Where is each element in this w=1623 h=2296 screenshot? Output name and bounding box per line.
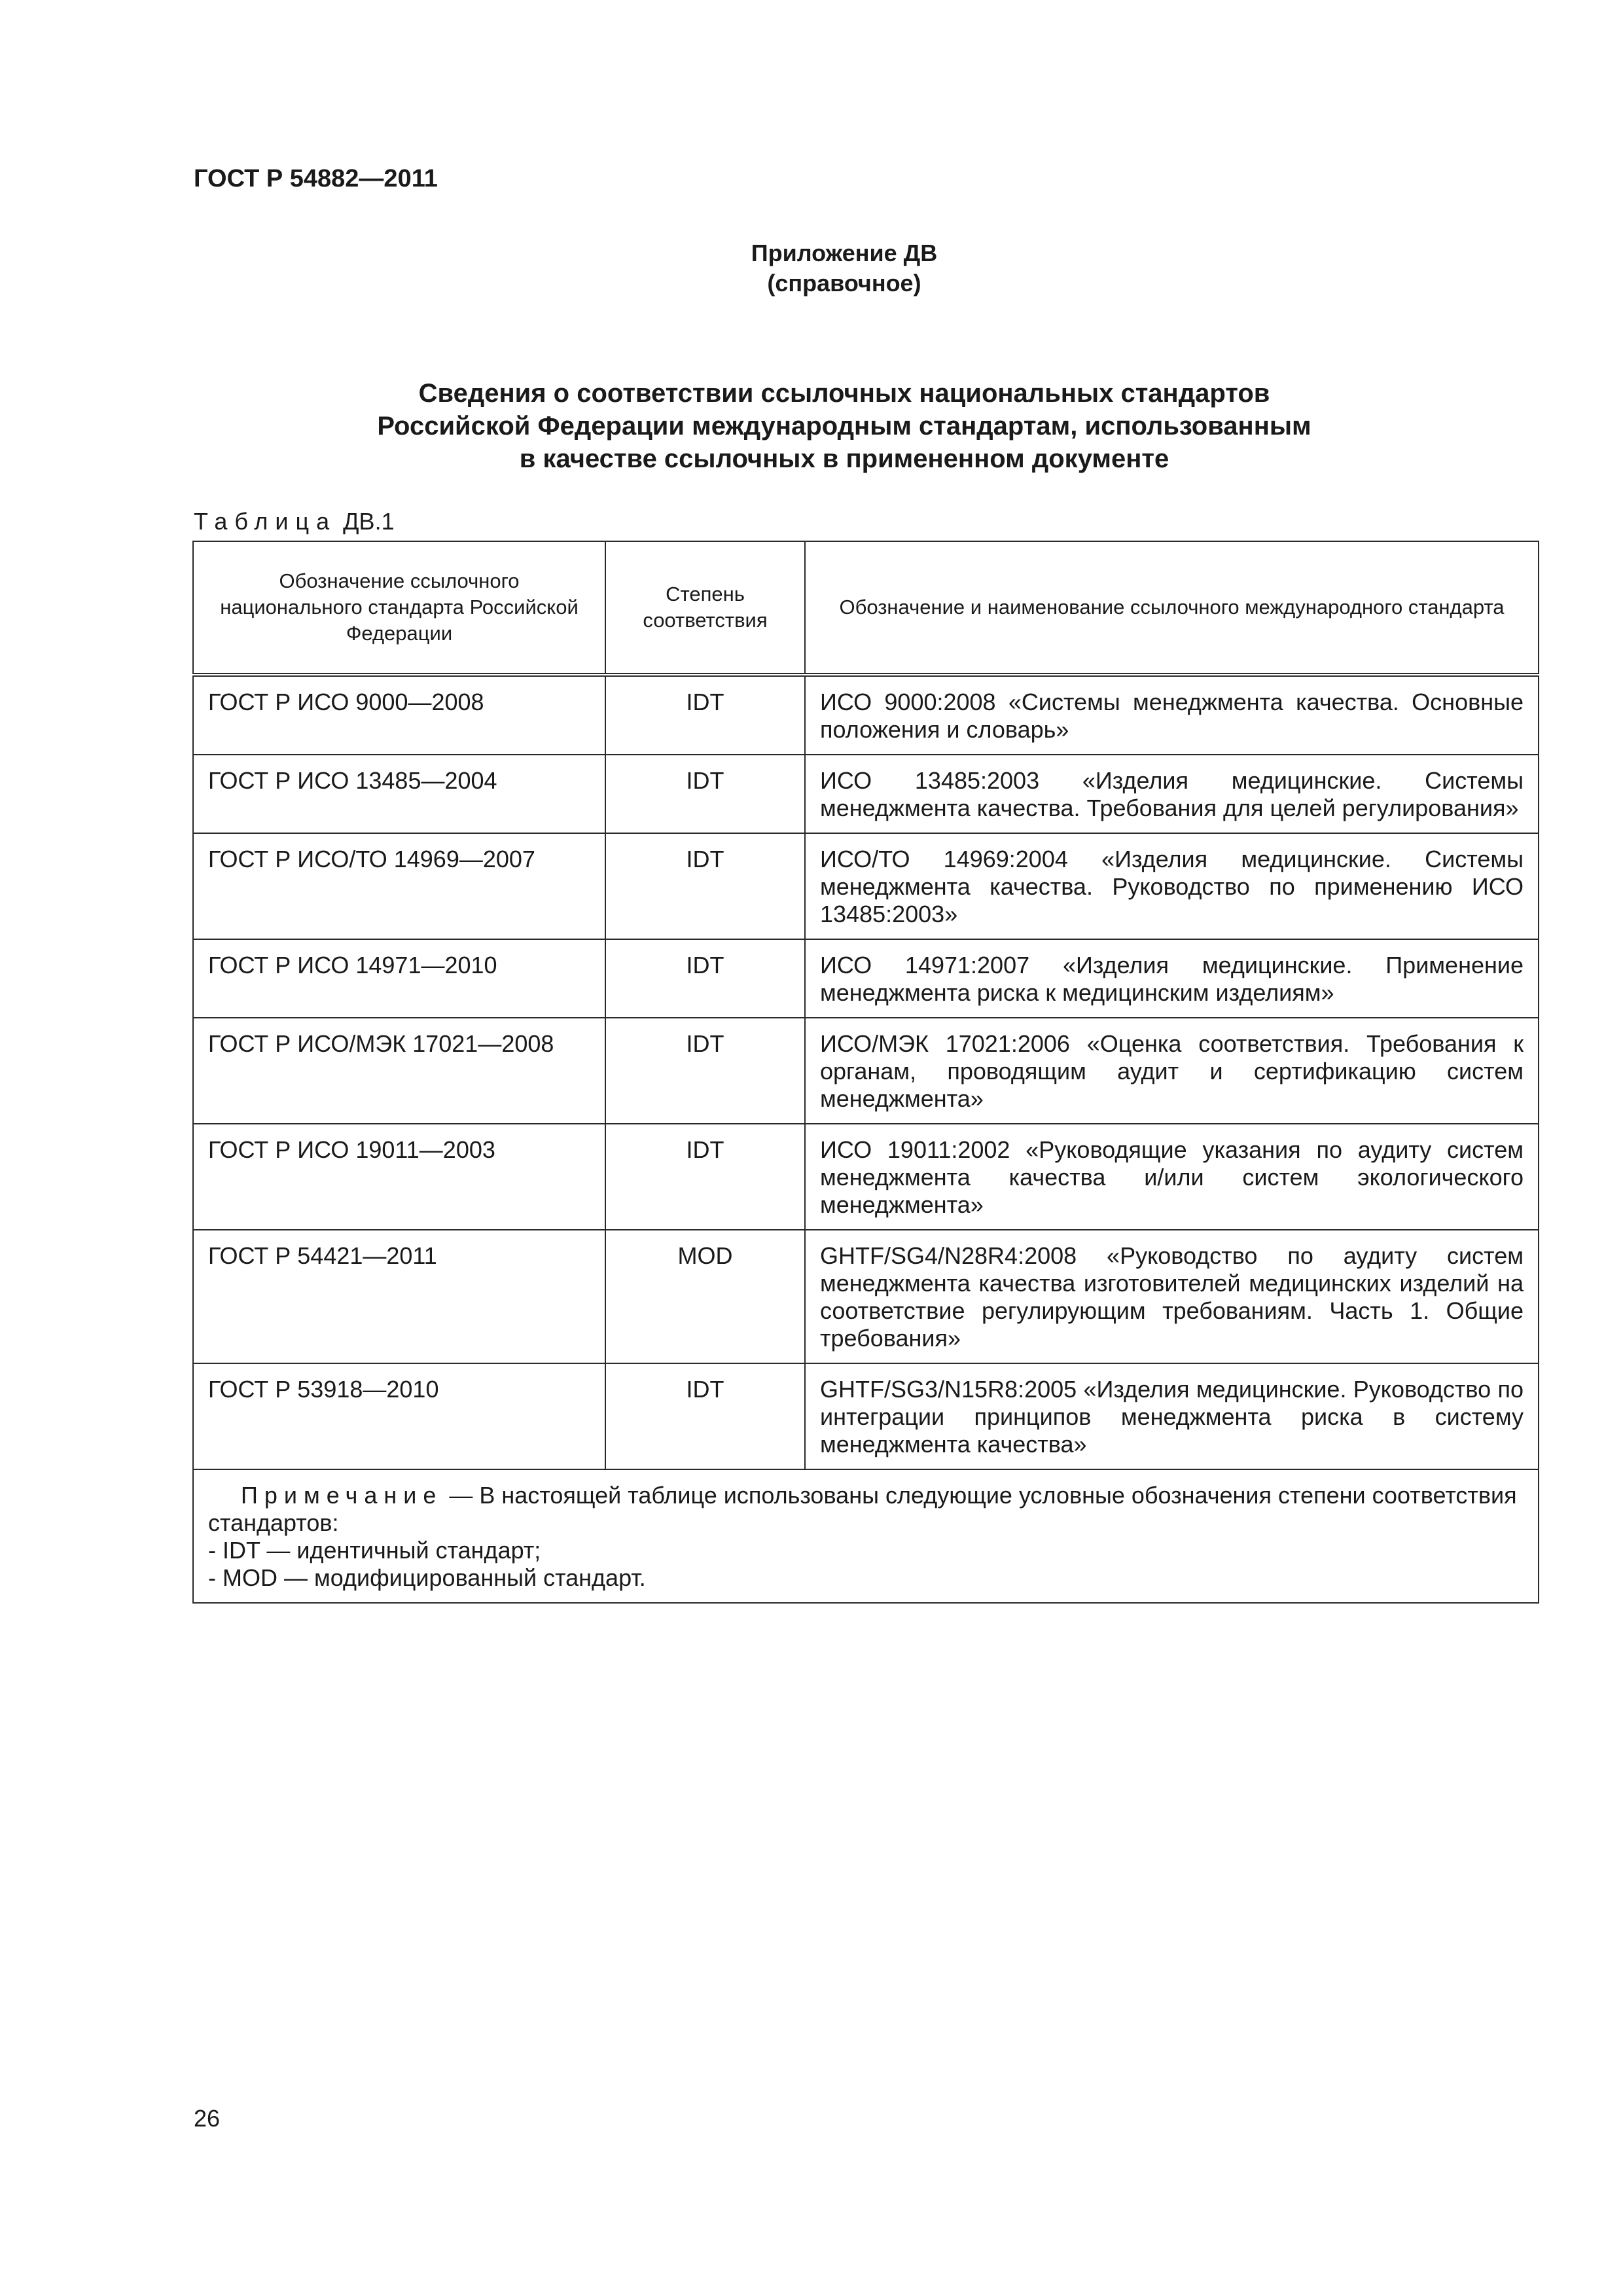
national-standard-cell: ГОСТ Р ИСО/МЭК 17021—2008 <box>193 1018 605 1124</box>
degree-cell: IDT <box>605 939 805 1018</box>
heading-line: в качестве ссылочных в примененном документе <box>519 444 1169 473</box>
table-row <box>193 755 1539 833</box>
column-header-international: Обозначение и наименование ссылочного международного стандарта <box>805 541 1539 675</box>
table-caption-word: Таблица <box>194 508 337 535</box>
appendix-heading <box>0 377 1623 475</box>
national-standard-cell: ГОСТ Р 54421—2011 <box>193 1230 605 1363</box>
international-standard-cell: ИСО 9000:2008 «Системы менеджмента качества. Основные положения и словарь» <box>805 675 1539 755</box>
page-number: 26 <box>194 2105 221 2132</box>
national-standard-cell: ГОСТ Р ИСО 14971—2010 <box>193 939 605 1018</box>
table-note <box>193 1469 1539 1603</box>
table-row <box>193 1124 1539 1230</box>
international-standard-cell: GHTF/SG3/N15R8:2005 «Изделия медицинские. Руководство по интеграции принципов менеджмента риска в систему менеджмента качества» <box>805 1363 1539 1469</box>
column-header-national: Обозначение ссылочного национального стандарта Российской Федерации <box>193 541 605 675</box>
heading-line: Российской Федерации международным стандартам, использованным <box>377 412 1311 440</box>
note-item: - IDT — идентичный стандарт; <box>208 1537 541 1564</box>
note-intro <box>208 1482 1524 1537</box>
table-row <box>193 939 1539 1018</box>
heading-line: Сведения о соответствии ссылочных национальных стандартов <box>418 379 1270 408</box>
degree-cell: IDT <box>605 1124 805 1230</box>
degree-cell: IDT <box>605 1363 805 1469</box>
appendix-header <box>0 238 1623 298</box>
national-standard-cell: ГОСТ Р ИСО 13485—2004 <box>193 755 605 833</box>
document-code: ГОСТ Р 54882—2011 <box>194 165 438 192</box>
note-item: - MOD — модифицированный стандарт. <box>208 1564 646 1591</box>
column-header-degree: Степень соответствия <box>605 541 805 675</box>
degree-cell: IDT <box>605 1018 805 1124</box>
table-row <box>193 833 1539 939</box>
international-standard-cell: ИСО 19011:2002 «Руководящие указания по аудиту систем менеджмента качества и/или систем экологического менеджмента» <box>805 1124 1539 1230</box>
degree-cell: IDT <box>605 675 805 755</box>
correspondence-table <box>192 541 1539 1604</box>
national-standard-cell: ГОСТ Р ИСО/ТО 14969—2007 <box>193 833 605 939</box>
note-label: Примечание <box>241 1482 443 1509</box>
national-standard-cell: ГОСТ Р 53918—2010 <box>193 1363 605 1469</box>
table-caption-number: ДВ.1 <box>343 508 395 535</box>
table-row <box>193 675 1539 755</box>
table-note-row <box>193 1469 1539 1603</box>
appendix-title: Приложение ДВ <box>751 240 938 266</box>
international-standard-cell: ИСО 14971:2007 «Изделия медицинские. Применение менеджмента риска к медицинским изделиям» <box>805 939 1539 1018</box>
degree-cell: IDT <box>605 755 805 833</box>
degree-cell: IDT <box>605 833 805 939</box>
international-standard-cell: ИСО 13485:2003 «Изделия медицинские. Системы менеджмента качества. Требования для целей регулирования» <box>805 755 1539 833</box>
table-header-row <box>193 541 1539 675</box>
national-standard-cell: ГОСТ Р ИСО 9000—2008 <box>193 675 605 755</box>
table-caption <box>194 508 395 535</box>
degree-cell: MOD <box>605 1230 805 1363</box>
international-standard-cell: ИСО/МЭК 17021:2006 «Оценка соответствия. Требования к органам, проводящим аудит и сертификацию систем менеджмента» <box>805 1018 1539 1124</box>
international-standard-cell: ИСО/ТО 14969:2004 «Изделия медицинские. Системы менеджмента качества. Руководство по применению ИСО 13485:2003» <box>805 833 1539 939</box>
table-row <box>193 1018 1539 1124</box>
note-text: — В настоящей таблице использованы следующие условные обозначения степени соответствия стандартов: <box>208 1482 1517 1536</box>
table-row <box>193 1230 1539 1363</box>
table-row <box>193 1363 1539 1469</box>
international-standard-cell: GHTF/SG4/N28R4:2008 «Руководство по аудиту систем менеджмента качества изготовителей медицинских изделий на соответствие регулирующим требованиям. Часть 1. Общие требования» <box>805 1230 1539 1363</box>
national-standard-cell: ГОСТ Р ИСО 19011—2003 <box>193 1124 605 1230</box>
appendix-kind: (справочное) <box>767 270 921 296</box>
